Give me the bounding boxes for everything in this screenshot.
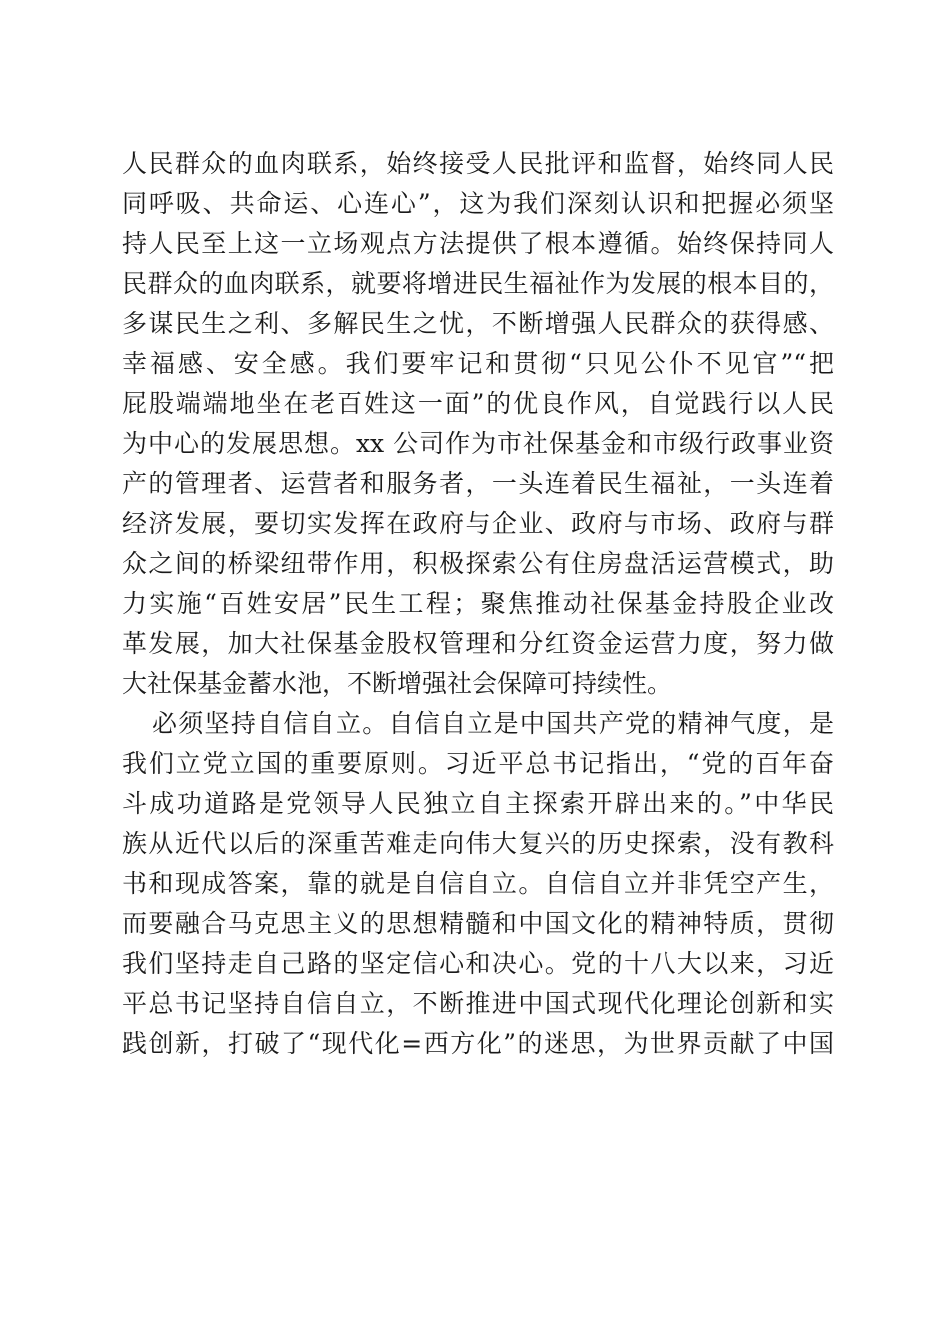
paragraph bbox=[122, 704, 834, 1064]
text-line: 持人民至上这一立场观点方法提供了根本遵循。始终保持同人 bbox=[122, 229, 834, 258]
text-line: 平总书记坚持自信自立，不断推进中国式现代化理论创新和实 bbox=[122, 989, 834, 1018]
text-line: 必须坚持自信自立。自信自立是中国共产党的精神气度，是 bbox=[152, 709, 834, 738]
text-line: 践创新，打破了“现代化=西方化”的迷思，为世界贡献了中国 bbox=[122, 1029, 834, 1058]
text-line: 多谋民生之利、多解民生之忧，不断增强人民群众的获得感、 bbox=[122, 309, 834, 338]
text-line: 人民群众的血肉联系，始终接受人民批评和监督，始终同人民 bbox=[122, 149, 834, 178]
text-line: 众之间的桥梁纽带作用，积极探索公有住房盘活运营模式，助 bbox=[122, 549, 834, 578]
text-line: 而要融合马克思主义的思想精髓和中国文化的精神特质，贯彻 bbox=[122, 909, 834, 938]
text-line: 经济发展，要切实发挥在政府与企业、政府与市场、政府与群 bbox=[122, 509, 834, 538]
text-line: 族从近代以后的深重苦难走向伟大复兴的历史探索，没有教科 bbox=[122, 829, 834, 858]
text-line: 斗成功道路是党领导人民独立自主探索开辟出来的。”中华民 bbox=[122, 789, 834, 818]
text-line: 产的管理者、运营者和服务者，一头连着民生福祉，一头连着 bbox=[122, 469, 834, 498]
text-line: 我们坚持走自己路的坚定信心和决心。党的十八大以来，习近 bbox=[122, 949, 834, 978]
text-line: 革发展，加大社保基金股权管理和分红资金运营力度，努力做 bbox=[122, 629, 834, 658]
text-line: 我们立党立国的重要原则。习近平总书记指出，“党的百年奋 bbox=[122, 749, 834, 778]
text-line: 力实施“百姓安居”民生工程；聚焦推动社保基金持股企业改 bbox=[122, 589, 834, 618]
text-line: 同呼吸、共命运、心连心”，这为我们深刻认识和把握必须坚 bbox=[122, 189, 834, 218]
text-line: 为中心的发展思想。xx 公司作为市社保基金和市级行政事业资 bbox=[122, 429, 834, 458]
paragraph bbox=[122, 144, 834, 704]
text-line: 书和现成答案，靠的就是自信自立。自信自立并非凭空产生， bbox=[122, 869, 834, 898]
text-line: 大社保基金蓄水池，不断增强社会保障可持续性。 bbox=[122, 669, 673, 698]
text-line: 屁股端端地坐在老百姓这一面”的优良作风，自觉践行以人民 bbox=[122, 389, 834, 418]
text-line: 幸福感、安全感。我们要牢记和贯彻“只见公仆不见官”“把 bbox=[122, 349, 834, 378]
text-line: 民群众的血肉联系，就要将增进民生福祉作为发展的根本目的， bbox=[122, 269, 834, 298]
body-text bbox=[122, 144, 834, 1064]
